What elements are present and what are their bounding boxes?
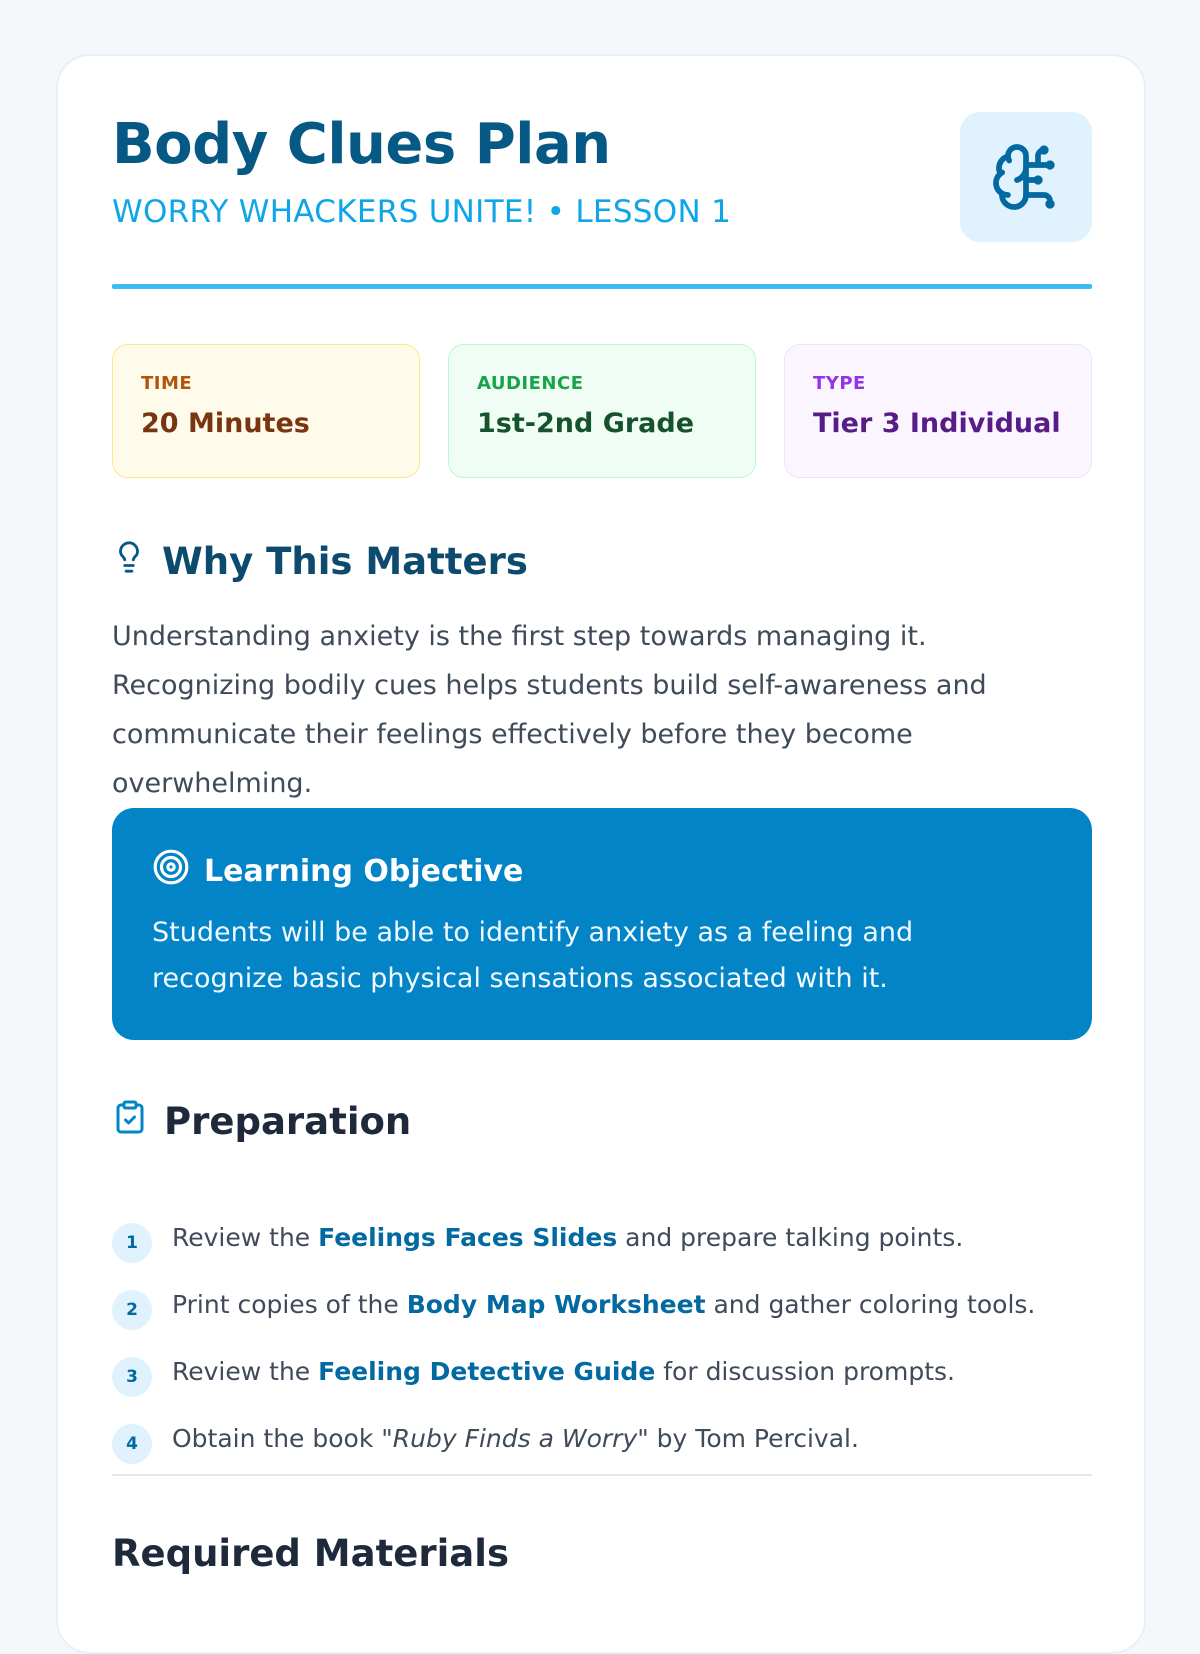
- objective-text: Students will be able to identify anxiety as a feeling and recognize basic physical sensations associated with it.: [152, 917, 914, 994]
- audience-value: 1st-2nd Grade: [477, 408, 695, 439]
- feelings-faces-slides-link[interactable]: Feelings Faces Slides: [318, 1223, 618, 1252]
- step-text: and gather coloring tools.: [705, 1290, 1036, 1319]
- type-label: TYPE: [813, 373, 866, 394]
- list-item: [112, 1204, 1092, 1271]
- list-item: [112, 1405, 1092, 1472]
- why-paragraph: Understanding anxiety is the first step towards managing it. Recognizing bodily cues helps students build self-awareness and communicate their feelings effectively before they become overwhelming.: [112, 621, 987, 799]
- target-icon: [152, 848, 190, 894]
- step-number: 3: [112, 1357, 152, 1397]
- lesson-plan-card: [56, 54, 1146, 1654]
- preparation-list: [112, 1204, 1092, 1472]
- brain-circuit-icon: [960, 112, 1092, 242]
- book-title: "Ruby Finds a Worry": [381, 1424, 649, 1453]
- step-text: for discussion prompts.: [655, 1357, 955, 1386]
- time-value: 20 Minutes: [141, 408, 310, 439]
- lesson-subtitle: WORRY WHACKERS UNITE! • LESSON 1: [112, 194, 732, 230]
- step-text: Review the: [172, 1223, 319, 1252]
- body-map-worksheet-link[interactable]: Body Map Worksheet: [406, 1290, 706, 1319]
- page-title: Body Clues Plan: [112, 112, 611, 177]
- required-materials-heading: Required Materials: [112, 1532, 509, 1575]
- list-item: [112, 1271, 1092, 1338]
- header-divider: [112, 284, 1092, 289]
- audience-label: AUDIENCE: [477, 373, 584, 394]
- step-text: and prepare talking points.: [617, 1223, 964, 1252]
- why-heading-text: Why This Matters: [162, 540, 528, 583]
- list-item: [112, 1338, 1092, 1405]
- step-text: by Tom Percival.: [648, 1424, 859, 1453]
- lightbulb-icon: [112, 538, 146, 585]
- clipboard-check-icon: [112, 1098, 148, 1145]
- step-text: Review the: [172, 1357, 319, 1386]
- learning-objective-panel: [112, 808, 1092, 1040]
- step-number: 2: [112, 1290, 152, 1330]
- section-divider: [112, 1474, 1092, 1476]
- audience-chip: [448, 344, 756, 478]
- time-chip: [112, 344, 420, 478]
- objective-heading-text: Learning Objective: [204, 853, 524, 889]
- step-text: Print copies of the: [172, 1290, 407, 1319]
- step-text: Obtain the book: [172, 1424, 382, 1453]
- why-heading: [112, 538, 528, 585]
- type-value: Tier 3 Individual: [813, 408, 1061, 439]
- type-chip: [784, 344, 1092, 478]
- step-number: 1: [112, 1223, 152, 1263]
- preparation-heading: [112, 1098, 411, 1145]
- feeling-detective-guide-link[interactable]: Feeling Detective Guide: [318, 1357, 656, 1386]
- preparation-heading-text: Preparation: [164, 1100, 412, 1143]
- step-number: 4: [112, 1424, 152, 1464]
- time-label: TIME: [141, 373, 193, 394]
- objective-heading: [152, 848, 1052, 894]
